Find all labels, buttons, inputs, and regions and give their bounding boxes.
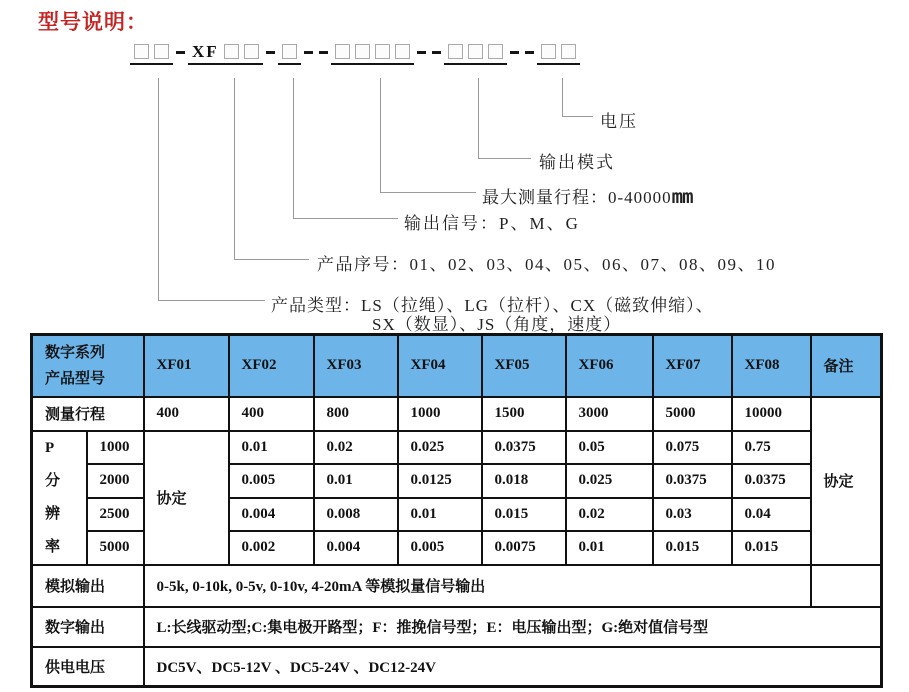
- resolution-value: 0.0075: [482, 531, 566, 565]
- connector-voltage: [562, 78, 593, 117]
- resolution-value: 0.004: [314, 531, 398, 565]
- analog-remark-empty: [811, 565, 882, 607]
- resolution-value: 0.005: [229, 464, 314, 498]
- code-box: [541, 44, 556, 59]
- header-xf04: XF04: [398, 335, 482, 397]
- code-box: [224, 44, 239, 59]
- code-box: [355, 44, 370, 59]
- resolution-value: 0.015: [482, 498, 566, 532]
- stroke-value: 3000: [566, 397, 653, 431]
- stroke-value: 5000: [653, 397, 732, 431]
- resolution-value: 0.03: [653, 498, 732, 532]
- header-xf03: XF03: [314, 335, 398, 397]
- header-line1: 数字系列: [45, 344, 106, 361]
- code-group-serial: [188, 44, 263, 65]
- stroke-value: 1000: [398, 397, 482, 431]
- resolution-value: 0.018: [482, 464, 566, 498]
- digital-output-row: [32, 607, 882, 647]
- code-box: [134, 44, 149, 59]
- code-box: [395, 44, 410, 59]
- stroke-value: 400: [144, 397, 229, 431]
- dash-separator: [176, 51, 185, 54]
- resolution-value: 0.02: [314, 431, 398, 465]
- resolution-value: 0.05: [566, 431, 653, 465]
- resolution-value: 0.01: [314, 464, 398, 498]
- header-model-series: [32, 335, 144, 397]
- code-group-max-stroke: [331, 44, 414, 65]
- freq-cell: 2000: [87, 464, 144, 498]
- header-xf06: XF06: [566, 335, 653, 397]
- connector-max-stroke: [380, 78, 476, 193]
- resolution-value: 0.01: [566, 531, 653, 565]
- header-xf07: XF07: [653, 335, 732, 397]
- resolution-value: 0.01: [398, 498, 482, 532]
- dash-separator: [525, 51, 534, 54]
- resolution-value: 0.75: [732, 431, 811, 465]
- dash-separator: [304, 51, 313, 54]
- dash-separator: [266, 51, 275, 54]
- resolution-value: 0.025: [398, 431, 482, 465]
- code-group-voltage: [537, 44, 580, 65]
- analog-label: 模拟输出: [32, 565, 144, 607]
- stroke-value: 10000: [732, 397, 811, 431]
- code-box: [468, 44, 483, 59]
- resolution-label: P 分 辨 率: [32, 431, 87, 565]
- resolution-value: 0.0375: [482, 431, 566, 465]
- digital-value: L:长线驱动型;C:集电极开路型；F：推挽信号型；E：电压输出型；G:绝对值信号型: [144, 607, 882, 647]
- stroke-value: 400: [229, 397, 314, 431]
- resolution-value: 0.02: [566, 498, 653, 532]
- code-group-output-mode: [444, 44, 507, 65]
- spec-table: [30, 333, 883, 688]
- model-code-pattern: [130, 44, 580, 65]
- power-value: DC5V、DC5-12V 、DC5-24V 、DC12-24V: [144, 647, 882, 687]
- code-box: [448, 44, 463, 59]
- callout-product-serial: 产品序号：01、02、03、04、05、06、07、08、09、10: [317, 255, 776, 274]
- resolution-row-1000: [32, 431, 882, 465]
- code-box: [488, 44, 503, 59]
- dash-separator: [510, 51, 519, 54]
- resolution-value: 0.01: [229, 431, 314, 465]
- xf01-agreement: 协定: [144, 431, 229, 565]
- resolution-value: 0.005: [398, 531, 482, 565]
- header-line2: 产品型号: [45, 370, 106, 387]
- header-xf02: XF02: [229, 335, 314, 397]
- code-box: [561, 44, 576, 59]
- digital-label: 数字输出: [32, 607, 144, 647]
- header-xf05: XF05: [482, 335, 566, 397]
- code-group-output-signal: [278, 44, 301, 65]
- callout-product-type-line2: SX（数显）、JS（角度，速度）: [372, 315, 622, 334]
- max-stroke-text: 最大测量行程：0-40000: [482, 188, 672, 207]
- connector-output-mode: [478, 78, 531, 159]
- xf-prefix: XF: [192, 42, 219, 61]
- dash-separator: [432, 51, 441, 54]
- resolution-value: 0.008: [314, 498, 398, 532]
- resolution-value: 0.075: [653, 431, 732, 465]
- remark-agreement: 协定: [811, 397, 882, 565]
- resolution-value: 0.025: [566, 464, 653, 498]
- analog-output-row: [32, 565, 882, 607]
- stroke-value: 1500: [482, 397, 566, 431]
- resolution-value: 0.0375: [732, 464, 811, 498]
- power-voltage-row: [32, 647, 882, 687]
- stroke-row: [32, 397, 882, 431]
- stroke-value: 800: [314, 397, 398, 431]
- resolution-value: 0.0125: [398, 464, 482, 498]
- header-xf01: XF01: [144, 335, 229, 397]
- code-box: [335, 44, 350, 59]
- callout-output-signal: 输出信号：P、M、G: [404, 214, 580, 233]
- header-remark: 备注: [811, 335, 882, 397]
- code-box: [154, 44, 169, 59]
- mm-unit: mm: [671, 186, 693, 208]
- dash-separator: [417, 51, 426, 54]
- callout-output-mode: 输出模式: [539, 153, 615, 172]
- header-xf08: XF08: [732, 335, 811, 397]
- freq-cell: 1000: [87, 431, 144, 465]
- freq-cell: 2500: [87, 498, 144, 532]
- analog-value: 0-5k, 0-10k, 0-5v, 0-10v, 4-20mA 等模拟量信号输出: [144, 565, 811, 607]
- callout-max-stroke: [482, 183, 693, 208]
- stroke-label: 测量行程: [32, 397, 144, 431]
- dash-separator: [319, 51, 328, 54]
- resolution-value: 0.015: [653, 531, 732, 565]
- code-box: [282, 44, 297, 59]
- code-box: [375, 44, 390, 59]
- code-box: [244, 44, 259, 59]
- resolution-value: 0.015: [732, 531, 811, 565]
- resolution-value: 0.0375: [653, 464, 732, 498]
- callout-voltage: 电压: [600, 112, 638, 131]
- resolution-value: 0.002: [229, 531, 314, 565]
- callout-product-type-line1: 产品类型：LS（拉绳）、LG（拉杆）、CX（磁致伸缩）、: [271, 296, 714, 315]
- freq-cell: 5000: [87, 531, 144, 565]
- power-label: 供电电压: [32, 647, 144, 687]
- page-title: 型号说明：: [38, 11, 148, 34]
- resolution-value: 0.004: [229, 498, 314, 532]
- table-header-row: [32, 335, 882, 397]
- code-group-product-type: [130, 44, 173, 65]
- resolution-value: 0.04: [732, 498, 811, 532]
